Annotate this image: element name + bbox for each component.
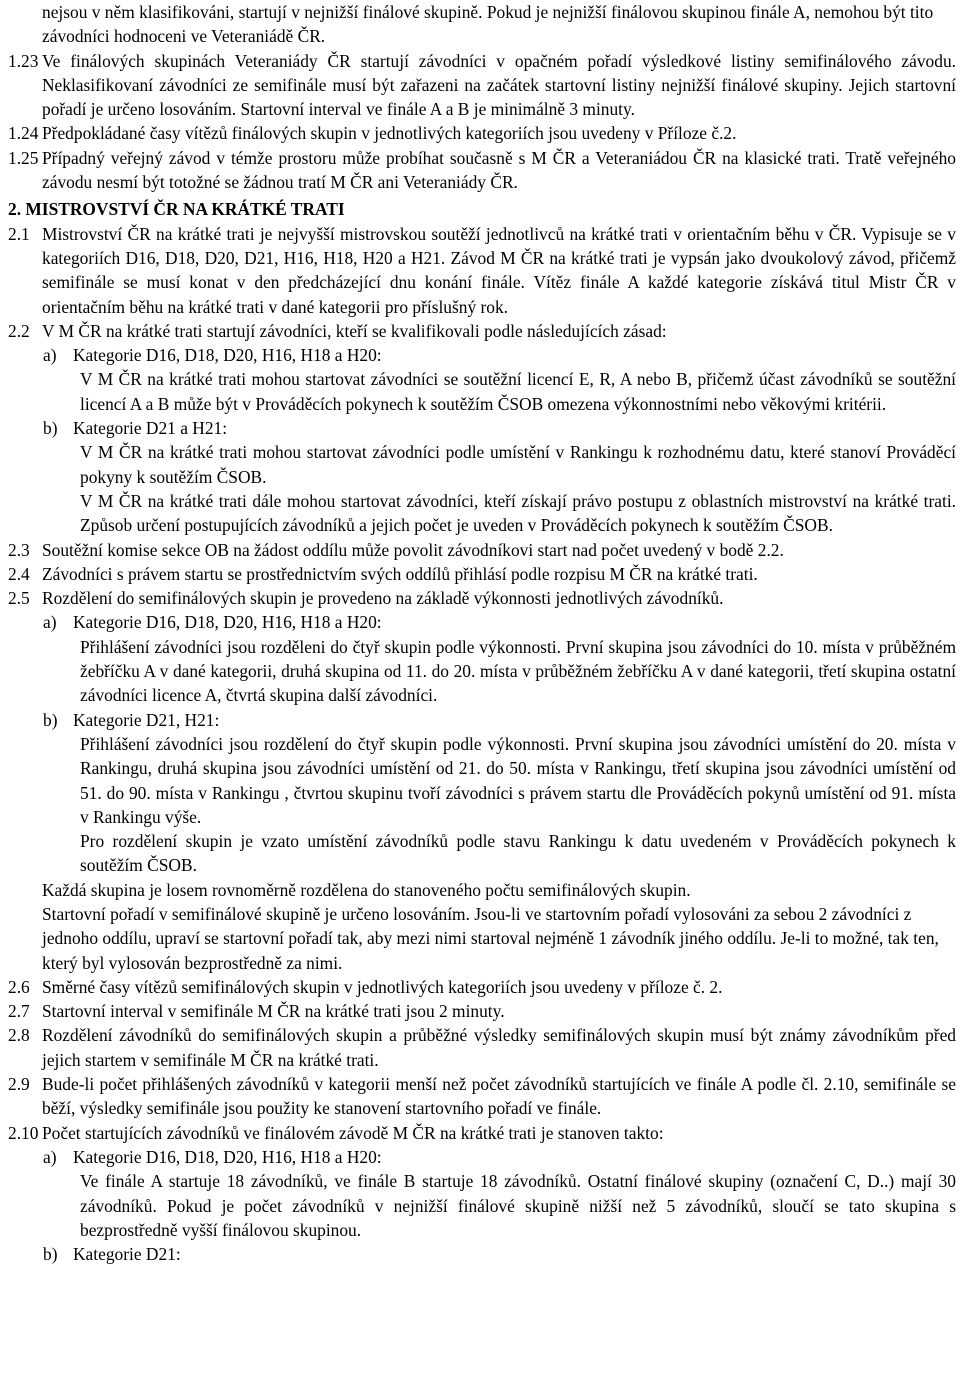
subclause-b (8, 708, 956, 732)
subclause-label: b) (43, 1244, 58, 1265)
paragraph: Startovní pořadí v semifinálové skupině je určeno losováním. Jsou-li ve startovním pořadí vylosováni za sebou 2 závodníci z jednoho oddílu, upraví se startovní pořadí tak, aby mezi nimi startoval nejméně 1 závodník jiného oddílu. Je-li to možné, tak ten, který byl vylosován bezprostředně za nimi. (42, 903, 939, 973)
clause-2-8 (8, 1023, 956, 1072)
clause-text: Předpokládané časy vítězů finálových skupin v jednotlivých kategoriích jsou uvedeny v Příloze č.2. (42, 123, 737, 144)
clause-number: 2.7 (8, 1001, 30, 1022)
clause-2-1 (8, 222, 956, 319)
clause-number: 2.6 (8, 976, 30, 997)
subclause-a (8, 343, 956, 367)
subclause-heading: Kategorie D16, D18, D20, H16, H18 a H20: (73, 345, 382, 366)
subclause-text: V M ČR na krátké trati dále mohou startovat závodníci, kteří získají právo postupu z oblastních mistrovství na krátké trati. Způsob určení postupujících závodníků a jejich počet je uveden v Prováděcích pokynech k soutěžím ČSOB. (80, 490, 956, 536)
clause-2-7 (8, 999, 956, 1023)
clause-2-10 (8, 1121, 956, 1145)
subclause-b (8, 416, 956, 440)
clause-text: Ve finálových skupinách Veteraniády ČR startují závodníci v opačném pořadí výsledkové listiny semifinálového závodu. Neklasifikovaní závodníci ze semifinále musí být zařazeni na začátek startovní listiny nejnižší finálové skupiny. Jejich startovní pořadí je určeno losováním. Startovní interval ve finále A a B je minimálně 3 minuty. (42, 50, 956, 120)
clause-number: 2.5 (8, 588, 30, 609)
subclause-b (8, 1242, 956, 1266)
clause-1-25 (8, 146, 956, 195)
subclause-text: V M ČR na krátké trati mohou startovat závodníci se soutěžní licencí E, R, A nebo B, přičemž účast závodníků se soutěžní licencí A a B může být v Prováděcích pokynech k soutěžím ČSOB omezena výkonnostními nebo věkovými kritérii. (80, 369, 956, 414)
clause-2-5 (8, 586, 956, 610)
clause-text: Případný veřejný závod v témže prostoru může probíhat současně s M ČR a Veteraniádou ČR na klasické trati. Tratě veřejného závodu nesmí být totožné se žádnou tratí M ČR ani Veteraniády ČR. (42, 147, 956, 193)
clause-text: Bude-li počet přihlášených závodníků v kategorii menší než počet závodníků startujících ve finále A podle čl. 2.10, semifinále se běží, výsledky semifinále jsou použity ke stanovení startovního pořadí ve finále. (42, 1074, 956, 1119)
clause-2-2 (8, 319, 956, 343)
clause-number: 2.8 (8, 1025, 30, 1046)
subclause-heading: Kategorie D21, H21: (73, 709, 220, 730)
subclause-text: Pro rozdělení skupin je vzato umístění závodníků podle stavu Rankingu k datu uvedeném v Prováděcích pokynech k soutěžím ČSOB. (80, 831, 956, 876)
clause-number: 2.10 (8, 1122, 39, 1143)
clause-text: V M ČR na krátké trati startují závodníci, kteří se kvalifikovali podle následujících zásad: (42, 320, 667, 341)
clause-text: Startovní interval v semifinále M ČR na krátké trati jsou 2 minuty. (42, 1001, 505, 1022)
subclause-label: a) (43, 612, 57, 633)
subclause-label: b) (43, 418, 58, 439)
subclause-label: b) (43, 709, 58, 730)
clause-text: Počet startujících závodníků ve finálovém závodě M ČR na krátké trati je stanoven takto: (42, 1122, 664, 1143)
section-heading: 2. MISTROVSTVÍ ČR NA KRÁTKÉ TRATI (8, 199, 345, 220)
subclause-heading: Kategorie D16, D18, D20, H16, H18 a H20: (73, 1146, 382, 1167)
clause-number: 2.1 (8, 223, 30, 244)
subclause-label: a) (43, 345, 57, 366)
clause-text: Rozdělení do semifinálových skupin je provedeno na základě výkonnosti jednotlivých závodníků. (42, 588, 724, 609)
clause-number: 1.25 (8, 147, 39, 168)
clause-number: 2.4 (8, 563, 30, 584)
clause-text: Mistrovství ČR na krátké trati je nejvyšší mistrovskou soutěží jednotlivců na krátké trati v orientačním běhu v ČR. Vypisuje se v kategoriích D16, D18, D20, D21, H16, H18, H20 a H21. Závod M ČR na krátké trati je vypsán jako dvoukolový závod, přičemž semifinále se musí konat v den předcházející dnu konání finále. Vítěz finále A každé kategorie získává titul Mistr ČR v orientačním běhu na krátké trati v dané kategorii pro příslušný rok. (42, 223, 956, 317)
subclause-label: a) (43, 1146, 57, 1167)
clause-1-24 (8, 121, 956, 145)
clause-1-23 (8, 49, 956, 122)
subclause-text: Ve finále A startuje 18 závodníků, ve finále B startuje 18 závodníků. Ostatní finálové skupiny (označení C, D..) mají 30 závodníků. Pokud je počet závodníků v nejnižší finálové skupině nižší než 5 závodníků, sloučí se tato skupina s bezprostředně vyšší finálovou skupinou. (80, 1171, 956, 1240)
subclause-text: V M ČR na krátké trati mohou startovat závodníci podle umístění v Rankingu k rozhodnému datu, které stanoví Prováděcí pokyny k soutěžím ČSOB. (80, 442, 956, 487)
clause-text: Soutěžní komise sekce OB na žádost oddílu může povolit závodníkovi start nad počet uvedený v bodě 2.2. (42, 539, 784, 560)
subclause-a (8, 610, 956, 634)
clause-text: Směrné časy vítězů semifinálových skupin v jednotlivých kategoriích jsou uvedeny v příloze č. 2. (42, 976, 723, 997)
subclause-text: Přihlášení závodníci jsou rozděleni do čtyř skupin podle výkonnosti. První skupina jsou závodníci do 10. místa v průběžném žebříčku A v dané kategorii, druhá skupina od 11. do 20. místa v průběžném žebříčku A v dané kategorii, třetí skupina ostatní závodníci licence A, čtvrtá skupina další závodníci. (80, 636, 956, 706)
subclause-a (8, 1145, 956, 1169)
clause-text: Závodníci s právem startu se prostřednictvím svých oddílů přihlásí podle rozpisu M ČR na krátké trati. (42, 563, 758, 584)
clause-number: 2.2 (8, 320, 30, 341)
subclause-heading: Kategorie D21 a H21: (73, 418, 228, 439)
clause-number: 1.24 (8, 123, 39, 144)
subclause-heading: Kategorie D16, D18, D20, H16, H18 a H20: (73, 612, 382, 633)
clause-text: Rozdělení závodníků do semifinálových skupin a průběžné výsledky semifinálových skupin musí být známy závodníkům před jejich startem v semifinále M ČR na krátké trati. (42, 1025, 956, 1070)
clause-number: 2.3 (8, 539, 30, 560)
subclause-text: Přihlášení závodníci jsou rozdělení do čtyř skupin podle výkonnosti. První skupina jsou závodníci umístění do 20. místa v Rankingu, druhá skupina jsou závodníci umístění od 21. do 50. místa v Rankingu, třetí skupina jsou závodníci umístění od 51. do 90. místa v Rankingu , čtvrtou skupinu tvoří závodníci s právem startu dle Prováděcích pokynů umístění od 91. místa v Rankingu výše. (80, 733, 956, 827)
clause-2-3 (8, 538, 956, 562)
clause-number: 1.23 (8, 50, 39, 71)
subclause-heading: Kategorie D21: (73, 1244, 181, 1265)
paragraph: Každá skupina je losem rovnoměrně rozdělena do stanoveného počtu semifinálových skupin. (42, 879, 691, 900)
clause-2-6 (8, 975, 956, 999)
paragraph: nejsou v něm klasifikováni, startují v nejnižší finálové skupině. Pokud je nejnižší finálovou skupinou finále A, nemohou být tito závodníci hodnoceni ve Veteraniádě ČR. (42, 2, 934, 47)
clause-number: 2.9 (8, 1074, 30, 1095)
clause-2-4 (8, 562, 956, 586)
clause-2-9 (8, 1072, 956, 1121)
